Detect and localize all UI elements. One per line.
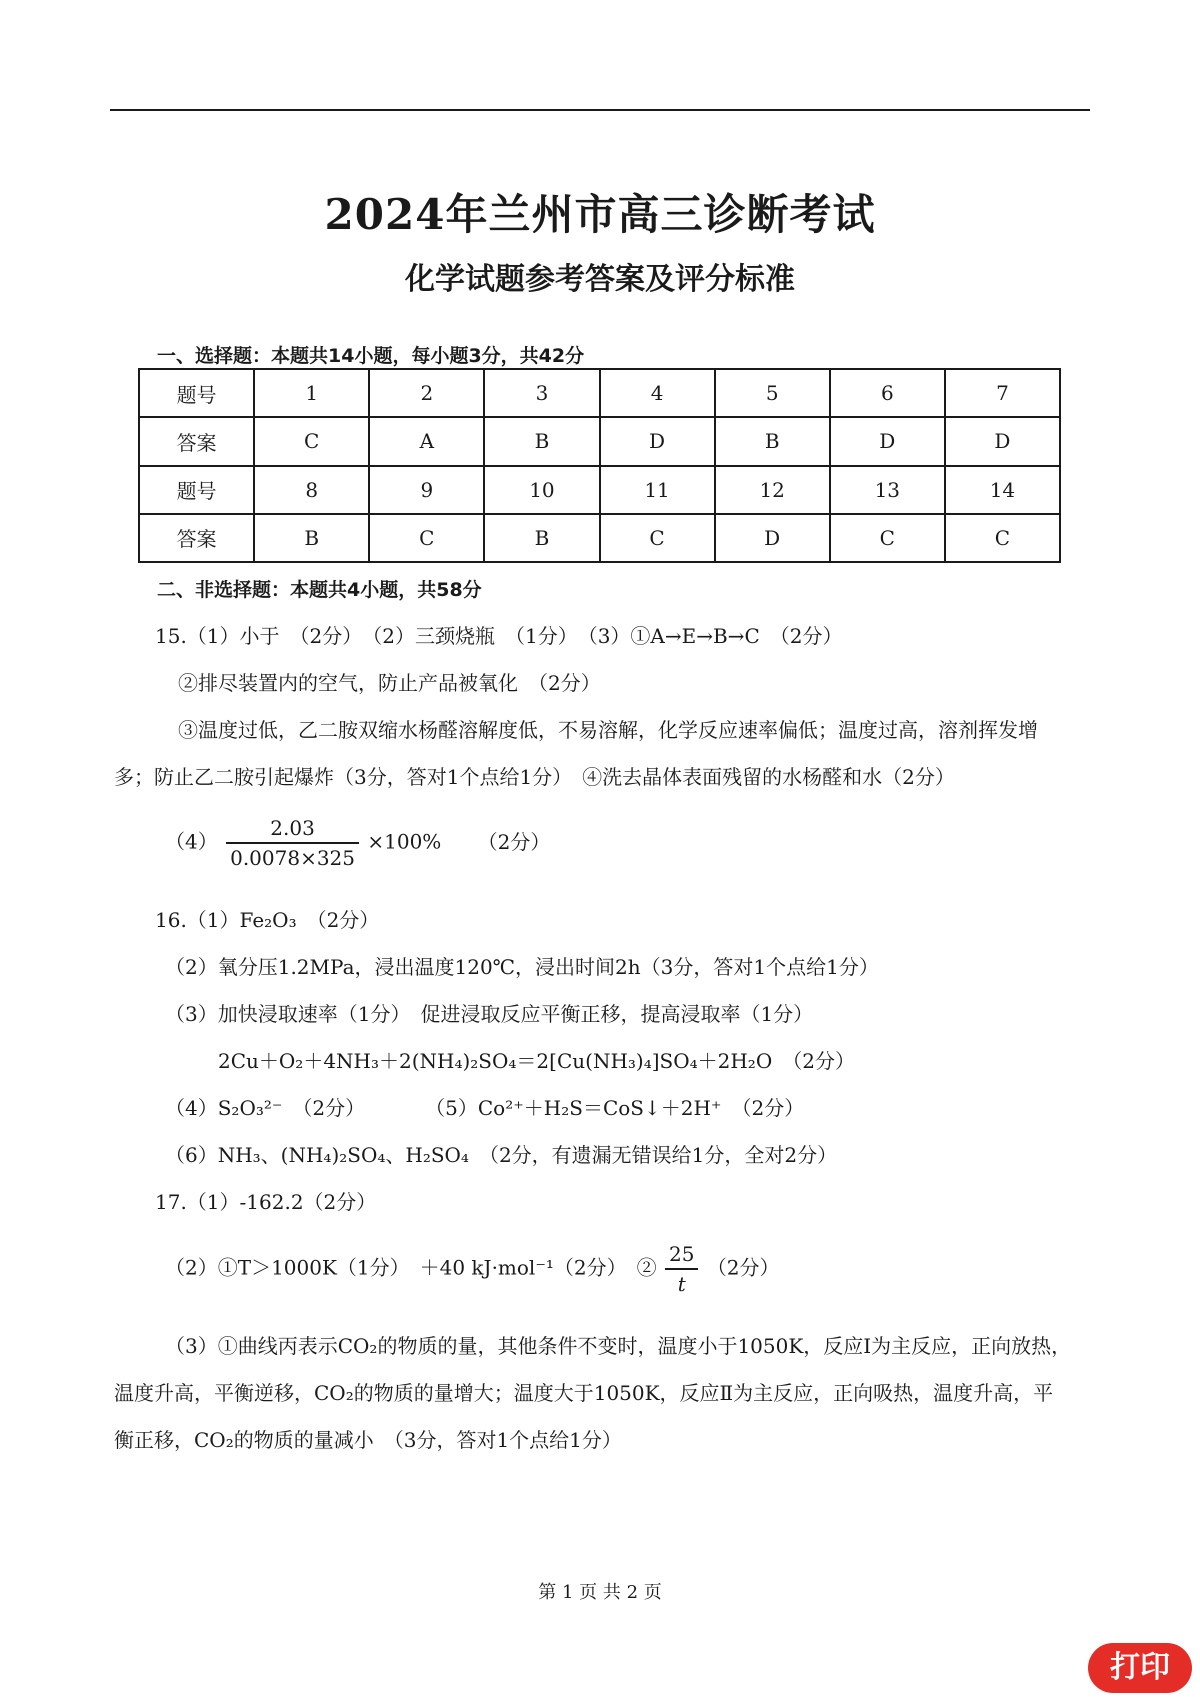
fraction-numerator: 2.03 — [226, 816, 359, 844]
answer-cell: C — [830, 514, 945, 562]
table-row — [139, 466, 1060, 514]
q17-line-5: 衡正移，CO₂的物质的量减小 （3分，答对1个点给1分） — [114, 1428, 622, 1452]
page-title: 2024年兰州市高三诊断考试 — [324, 190, 876, 239]
q15-part-4 — [165, 816, 550, 870]
answer-cell: B — [484, 514, 599, 562]
question-number: 4 — [600, 369, 715, 417]
percent-factor: ×100% — [367, 829, 442, 854]
answer-cell: C — [945, 514, 1060, 562]
answer-cell: C — [369, 514, 484, 562]
q15-part-4-label: （4） — [165, 829, 218, 854]
table-row — [139, 514, 1060, 562]
question-number: 12 — [715, 466, 830, 514]
table-row — [139, 417, 1060, 465]
q15-part-4-score: （2分） — [477, 829, 551, 854]
question-number: 5 — [715, 369, 830, 417]
answer-cell: C — [254, 417, 369, 465]
question-number: 8 — [254, 466, 369, 514]
question-number: 3 — [484, 369, 599, 417]
row-label: 答案 — [139, 417, 254, 465]
answer-cell: D — [600, 417, 715, 465]
answer-cell: D — [945, 417, 1060, 465]
question-number: 11 — [600, 466, 715, 514]
q16-equation: 2Cu＋O₂＋4NH₃＋2(NH₄)₂SO₄＝2[Cu(NH₃)₄]SO₄＋2H₂O （2分） — [218, 1049, 855, 1073]
q17-part-2-text: （2）①T＞1000K（1分） ＋40 kJ·mol⁻¹（2分） ② — [165, 1255, 657, 1280]
row-label: 题号 — [139, 369, 254, 417]
q17-part-2 — [165, 1242, 780, 1296]
question-number: 6 — [830, 369, 945, 417]
fraction-numerator: 25 — [665, 1242, 698, 1270]
answer-cell: A — [369, 417, 484, 465]
q16-line-2: （2）氧分压1.2MPa，浸出温度120℃，浸出时间2h（3分，答对1个点给1分） — [165, 955, 879, 979]
question-number: 14 — [945, 466, 1060, 514]
question-number: 13 — [830, 466, 945, 514]
q16-line-6: （6）NH₃、(NH₄)₂SO₄、H₂SO₄ （2分，有遗漏无错误给1分，全对2分） — [165, 1143, 838, 1167]
page-number: 第 1 页 共 2 页 — [538, 1582, 662, 1603]
answer-cell: B — [715, 417, 830, 465]
answer-cell: B — [254, 514, 369, 562]
q16-line-3: （3）加快浸取速率（1分） 促进浸取反应平衡正移，提高浸取率（1分） — [165, 1002, 814, 1026]
yield-fraction — [226, 816, 359, 870]
question-number: 9 — [369, 466, 484, 514]
page-subtitle: 化学试题参考答案及评分标准 — [405, 262, 795, 297]
question-number: 7 — [945, 369, 1060, 417]
table-row — [139, 369, 1060, 417]
q15-line-1: 15.（1）小于 （2分） （2）三颈烧瓶 （1分） （3）①A→E→B→C （2分） — [155, 624, 843, 648]
answer-cell: B — [484, 417, 599, 465]
answer-cell: C — [600, 514, 715, 562]
q17-line-1: 17.（1）-162.2（2分） — [155, 1190, 377, 1214]
row-label: 题号 — [139, 466, 254, 514]
section-2-heading: 二、非选择题：本题共4小题，共58分 — [157, 579, 482, 601]
q16-line-5: （4）S₂O₃²⁻ （2分） （5）Co²⁺＋H₂S＝CoS↓＋2H⁺ （2分） — [165, 1096, 805, 1120]
answer-cell: D — [830, 417, 945, 465]
q15-line-2: ②排尽装置内的空气，防止产品被氧化 （2分） — [178, 671, 601, 695]
fraction-denominator: 0.0078×325 — [230, 846, 356, 870]
question-number: 2 — [369, 369, 484, 417]
q17-part-2-score: （2分） — [706, 1255, 780, 1280]
answer-table — [138, 368, 1061, 563]
top-rule — [110, 109, 1090, 111]
row-label: 答案 — [139, 514, 254, 562]
q15-line-4: 多；防止乙二胺引起爆炸（3分，答对1个点给1分） ④洗去晶体表面残留的水杨醛和水（2分） — [114, 765, 955, 789]
print-button[interactable]: 打印 — [1088, 1643, 1192, 1693]
q17-line-3: （3）①曲线丙表示CO₂的物质的量，其他条件不变时，温度小于1050K，反应Ⅰ为主反应，正向放热， — [165, 1334, 1072, 1358]
q17-line-4: 温度升高，平衡逆移，CO₂的物质的量增大；温度大于1050K，反应Ⅱ为主反应，正向吸热，温度升高，平 — [114, 1381, 1054, 1405]
fraction-denominator: t — [677, 1272, 686, 1296]
section-1-heading: 一、选择题：本题共14小题，每小题3分，共42分 — [157, 345, 585, 367]
q15-line-3: ③温度过低，乙二胺双缩水杨醛溶解度低，不易溶解，化学反应速率偏低；温度过高，溶剂挥发增 — [178, 718, 1038, 742]
question-number: 1 — [254, 369, 369, 417]
question-number: 10 — [484, 466, 599, 514]
rate-fraction — [665, 1242, 698, 1296]
q16-line-1: 16.（1）Fe₂O₃ （2分） — [155, 908, 380, 932]
answer-cell: D — [715, 514, 830, 562]
